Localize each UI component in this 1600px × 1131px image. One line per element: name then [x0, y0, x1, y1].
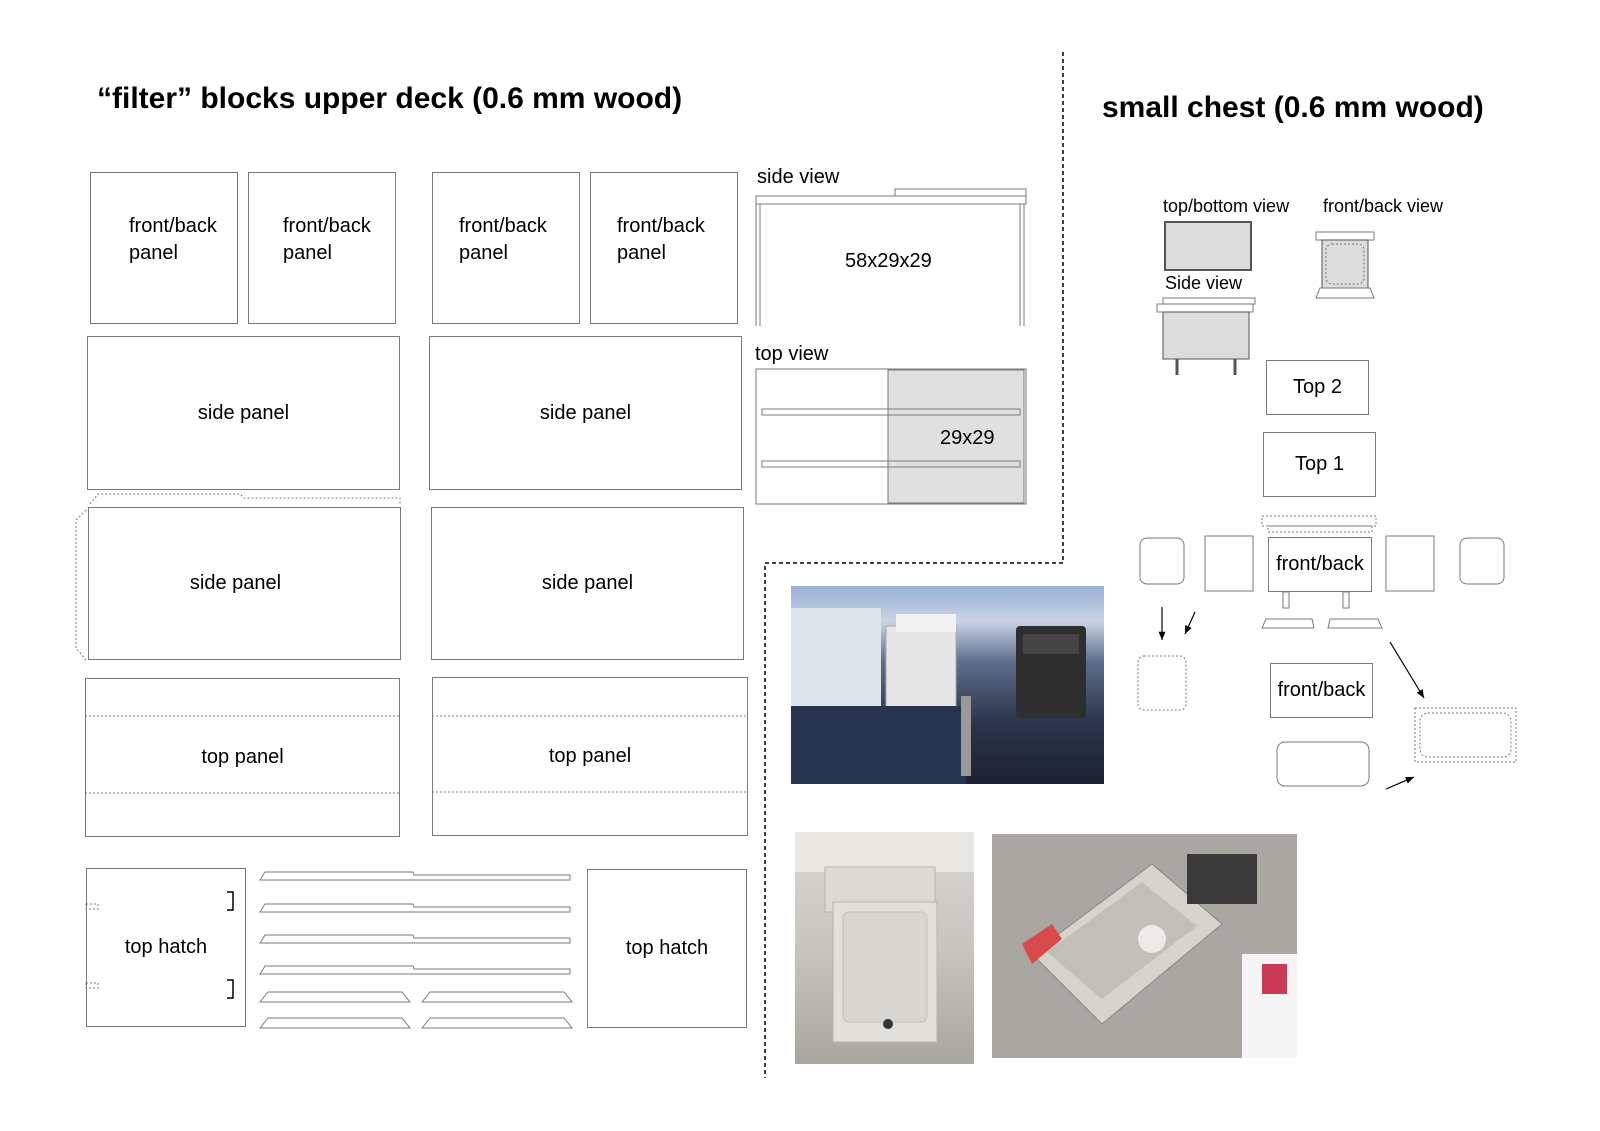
top-bottom-view-label: top/bottom view — [1163, 196, 1290, 216]
hatch-notch — [86, 983, 98, 988]
hatch-hinge — [227, 892, 233, 910]
top-1-label: Top 1 — [1295, 453, 1344, 475]
glue-tab — [76, 510, 86, 660]
chest-front-base — [1316, 288, 1374, 298]
side-panel-label: side panel — [197, 401, 290, 424]
top-panel-label: top panel — [201, 746, 284, 768]
trim-strip-short — [260, 992, 410, 1002]
chest-corner-piece — [1140, 538, 1184, 584]
front-back-view-label: front/back view — [1323, 196, 1444, 216]
chest-tab — [1268, 526, 1372, 532]
chest-leg-piece — [1343, 592, 1349, 608]
chest-side-lid — [1163, 298, 1255, 304]
chest-rounded-piece — [1277, 742, 1369, 786]
chest-side-piece — [1386, 536, 1434, 591]
side-view-label: side view — [757, 166, 840, 188]
side-panel-label: side panel — [541, 572, 634, 594]
trim-strip-short — [422, 992, 572, 1002]
chest-dotted-piece — [1138, 656, 1186, 710]
arrow-head — [1417, 689, 1424, 698]
side-panel-label: side panel — [189, 572, 282, 594]
arrow-head — [1158, 632, 1165, 640]
top-view-label: top view — [755, 343, 829, 365]
chest-top-view — [1165, 222, 1251, 270]
section-divider — [765, 52, 1063, 1078]
chest-front-lid — [1316, 232, 1374, 240]
trim-strip — [260, 966, 570, 974]
chest-corner-piece — [1460, 538, 1504, 584]
trim-strip — [260, 935, 570, 943]
side-view-lid — [895, 189, 1026, 196]
trim-strip — [260, 872, 570, 880]
front-back-piece-label: front/back — [1276, 553, 1364, 575]
top-hatch-label: top hatch — [124, 936, 208, 958]
filter-blocks-title: “filter” blocks upper deck (0.6 mm wood) — [97, 82, 683, 115]
top-hatch-label: top hatch — [625, 937, 709, 959]
front-back-piece-label: front/back — [1277, 679, 1366, 701]
side-view-top-rail — [756, 196, 1026, 204]
chest-foot-piece — [1262, 619, 1314, 628]
side-view-dimensions: 58x29x29 — [845, 250, 932, 272]
chest-leg-piece — [1283, 592, 1289, 608]
side-panel-label: side panel — [539, 401, 632, 424]
glue-tab — [90, 494, 400, 504]
front-back-panel-label: front/back panel — [617, 215, 705, 264]
chest-side-body — [1163, 312, 1249, 359]
front-back-panel-label: front/back panel — [283, 215, 371, 264]
chest-foot-piece — [1328, 619, 1382, 628]
chest-side-piece — [1205, 536, 1253, 591]
front-back-panel-label: front/back panel — [459, 215, 547, 264]
chest-tab — [1262, 516, 1376, 526]
chest-dotted-lid — [1415, 708, 1516, 762]
small-chest-title: small chest (0.6 mm wood) — [1102, 91, 1484, 124]
hatch-hinge — [227, 980, 233, 998]
arrow — [1390, 642, 1424, 698]
top-panel-label: top panel — [548, 745, 632, 767]
chest-side-rim — [1157, 304, 1253, 312]
chest-front-body — [1322, 240, 1368, 288]
side-view-label-small: Side view — [1165, 273, 1243, 293]
top-view-dimensions: 29x29 — [940, 427, 995, 449]
top-2-label: Top 2 — [1293, 376, 1342, 398]
trim-strip — [260, 904, 570, 912]
front-back-panel-label: front/back panel — [129, 215, 217, 264]
hatch-notch — [86, 904, 98, 909]
trim-strip-short — [260, 1018, 410, 1028]
chest-dotted-lid-inner — [1420, 713, 1511, 757]
trim-strip-short — [422, 1018, 572, 1028]
